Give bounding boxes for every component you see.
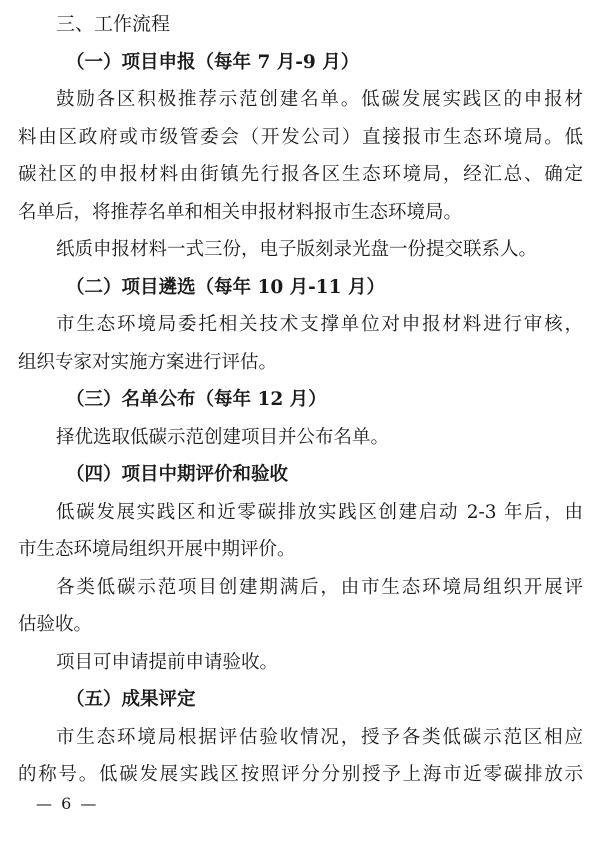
paragraph-line: 低碳发展实践区和近零碳排放实践区创建启动 2-3 年后，由 (56, 501, 583, 523)
subsection-heading-2: （二）项目遴选（每年 10 月-11 月） (66, 276, 385, 298)
paragraph-line: 组织专家对实施方案进行评估。 (18, 351, 278, 373)
paragraph-line: 市生态环境局根据评估验收情况，授予各类低碳示范区相应 (56, 726, 583, 748)
paragraph-line: 碳社区的申报材料由街镇先行报各区生态环境局，经汇总、确定 (18, 164, 583, 185)
section-title: 三、工作流程 (56, 13, 171, 35)
paragraph-line: 各类低碳示范项目创建期满后，由市生态环境局组织开展评 (56, 576, 583, 598)
paragraph-line: 鼓励各区积极推荐示范创建名单。低碳发展实践区的申报材 (56, 89, 583, 110)
subsection-heading-1: （一）项目申报（每年 7 月-9 月） (66, 51, 360, 73)
paragraph-line: 纸质申报材料一式三份，电子版刻录光盘一份提交联系人。 (56, 239, 538, 260)
subsection-heading-4: （四）项目中期评价和验收 (66, 464, 289, 485)
paragraph-line: 市生态环境局组织开展中期评价。 (18, 539, 296, 560)
paragraph-line: 名单后，将推荐名单和相关申报材料报市生态环境局。 (18, 201, 463, 223)
paragraph-line: 市生态环境局委托相关技术支撑单位对申报材料进行审核， (56, 314, 583, 335)
paragraph-line: 项目可申请提前申请验收。 (56, 651, 279, 673)
subsection-heading-5: （五）成果评定 (66, 689, 196, 710)
page-number: — 6 — (36, 794, 99, 813)
paragraph-line: 料由区政府或市级管委会（开发公司）直接报市生态环境局。低 (18, 126, 583, 148)
paragraph-line: 择优选取低碳示范创建项目并公布名单。 (56, 426, 390, 448)
subsection-heading-3: （三）名单公布（每年 12 月） (66, 389, 327, 410)
paragraph-line: 的称号。低碳发展实践区按照评分分别授予上海市近零碳排放示 (18, 764, 583, 785)
paragraph-line: 估验收。 (18, 614, 93, 635)
